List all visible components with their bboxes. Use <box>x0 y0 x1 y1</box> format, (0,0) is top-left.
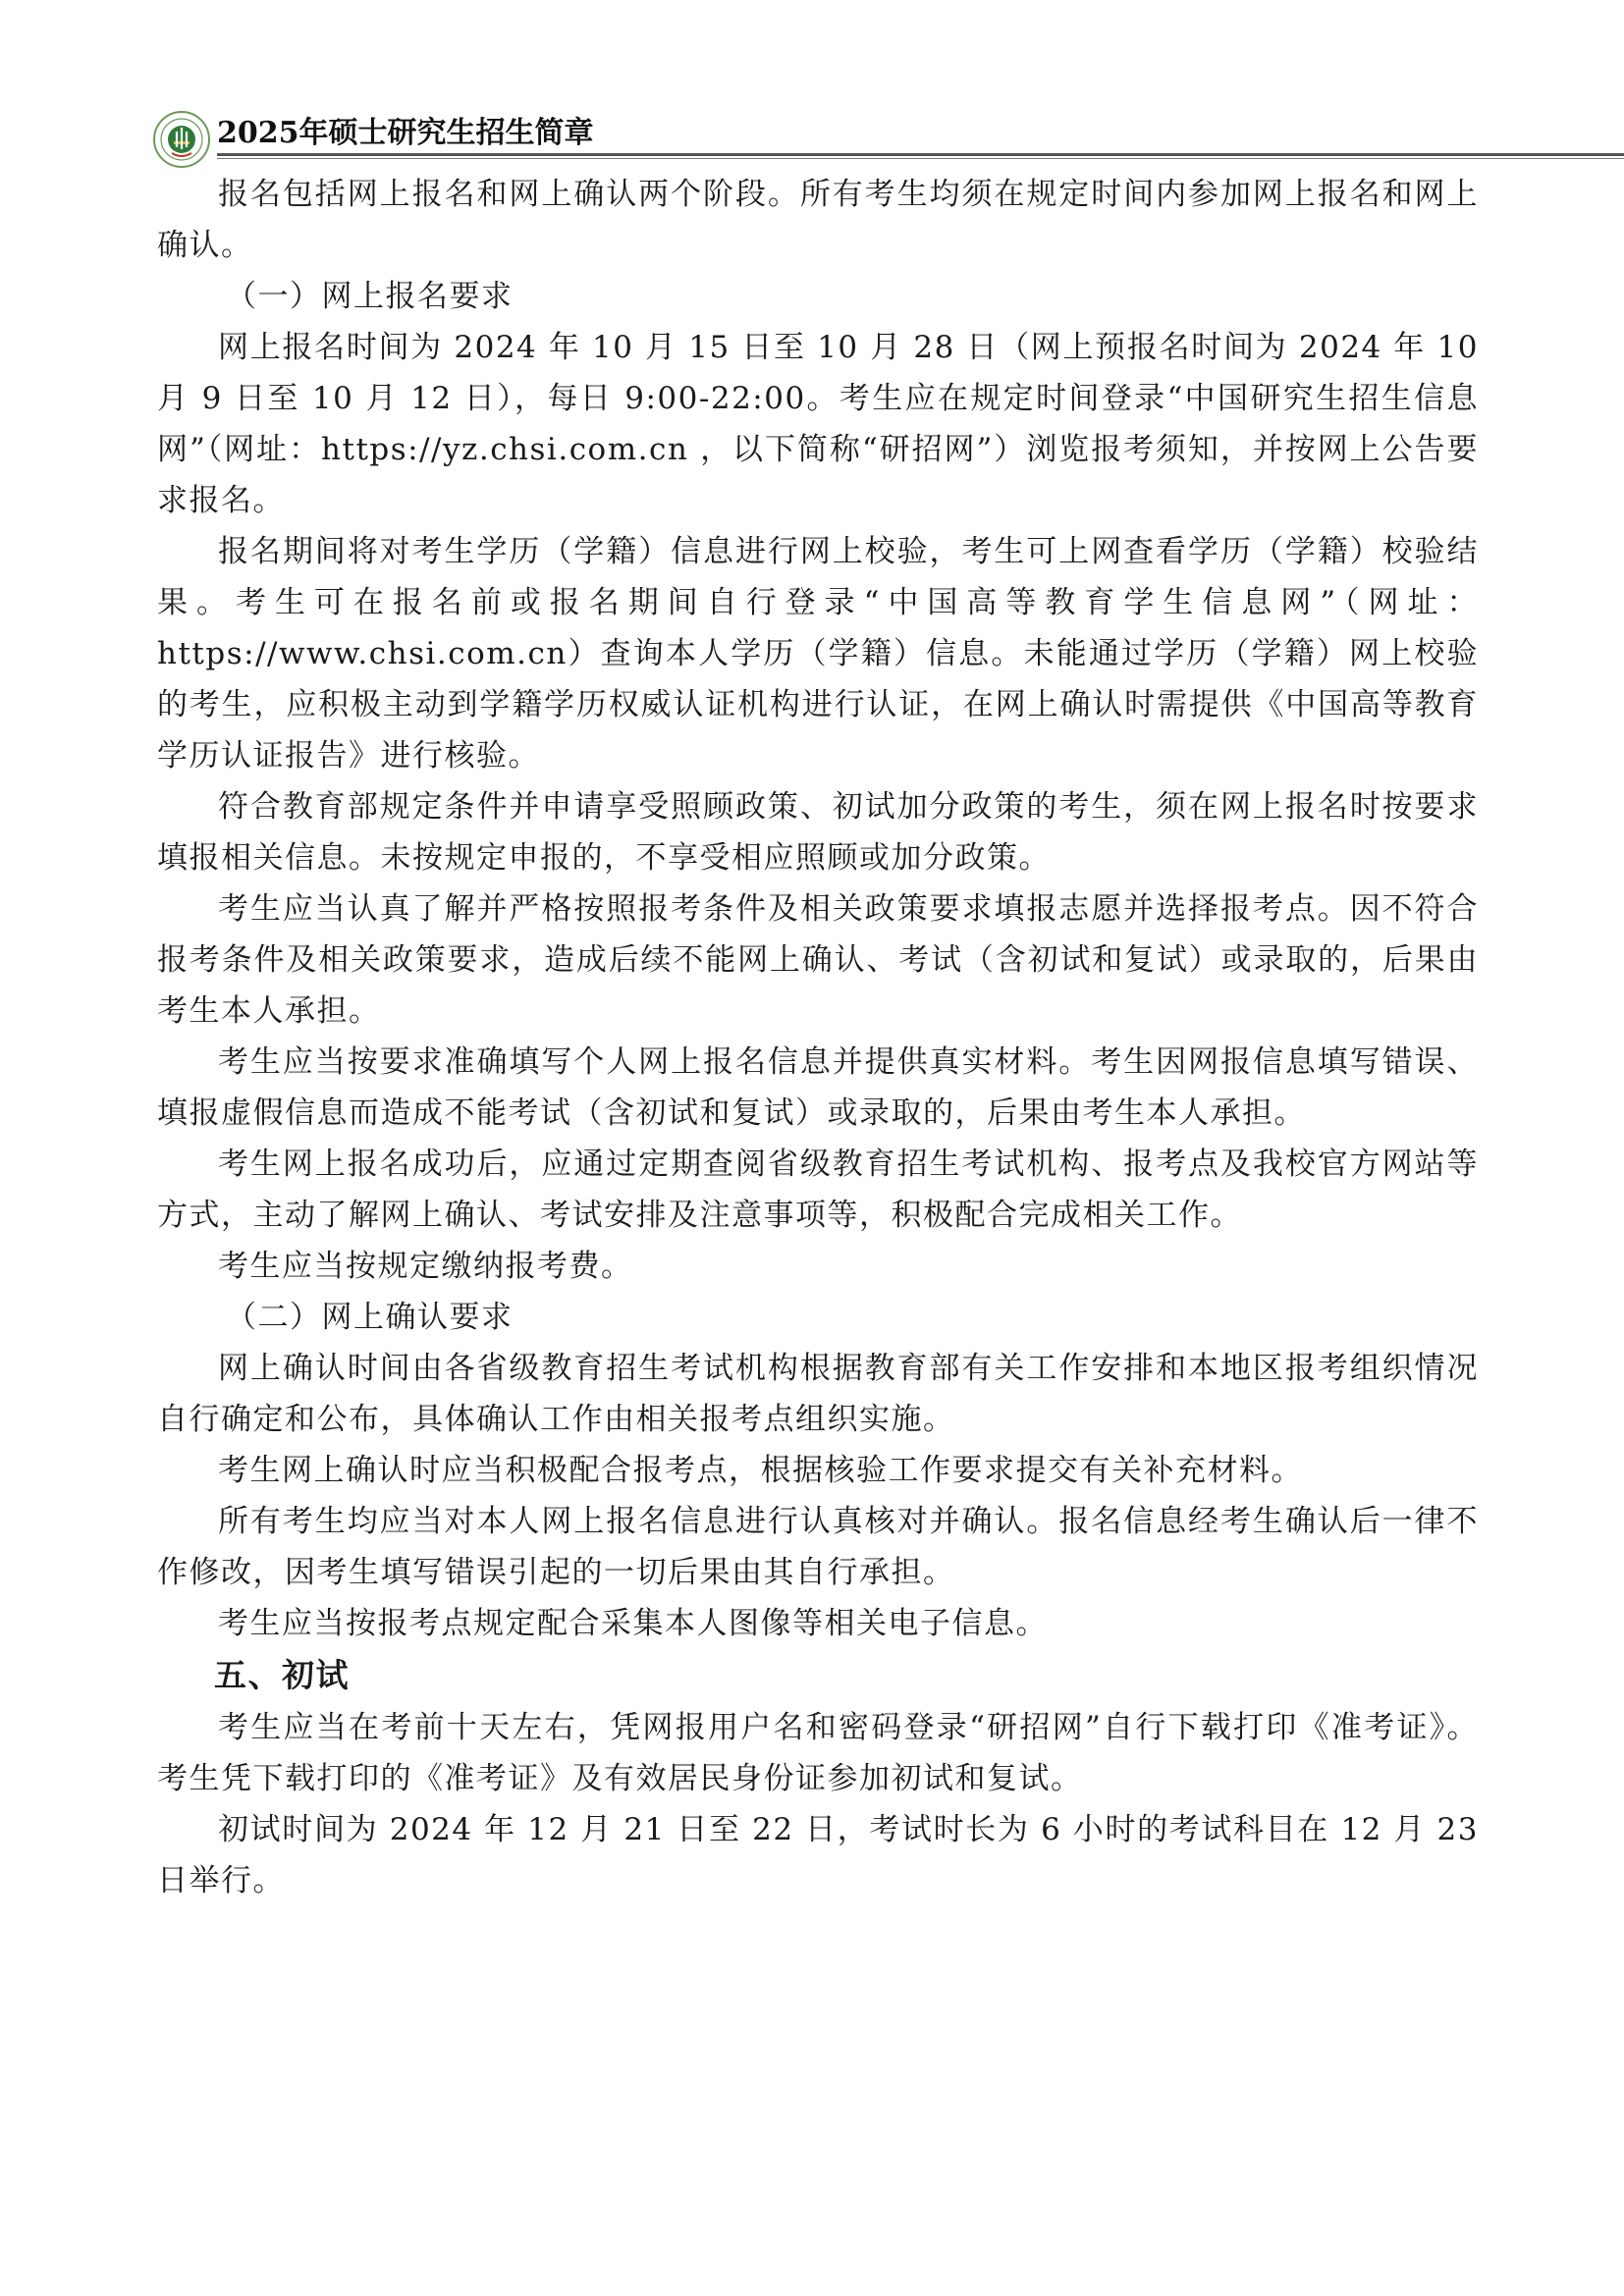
paragraph: 报名期间将对考生学历（学籍）信息进行网上校验，考生可上网查看学历（学籍）校验结果。考生可在报名前或报名期间自行登录“中国高等教育学生信息网”（网址：https://www.chsi.com.cn）查询本人学历（学籍）信息。未能通过学历（学籍）网上校验的考生，应积极主动到学籍学历权威认证机构进行认证，在网上确认时需提供《中国高等教育学历认证报告》进行核验。 <box>157 534 1479 774</box>
subsection-heading: （一）网上报名要求 <box>226 279 514 314</box>
paragraph: 所有考生均应当对本人网上报名信息进行认真核对并确认。报名信息经考生确认后一律不作修改，因考生填写错误引起的一切后果由其自行承担。 <box>157 1504 1479 1590</box>
paragraph: 网上报名时间为 2024 年 10 月 15 日至 10 月 28 日（网上预报名时间为 2024 年 10 月 9 日至 10 月 12 日），每日 9:00-22:00。考生应在规定时间登录“中国研究生招生信息网”（网址：https://yz.chsi.com.cn ，以下简称“研招网”）浏览报考须知，并按网上公告要求报名。 <box>157 330 1479 518</box>
university-seal-icon <box>152 110 211 169</box>
paragraph: 考生应当按规定缴纳报考费。 <box>218 1249 633 1284</box>
paragraph: 考生应当认真了解并严格按照报考条件及相关政策要求填报志愿并选择报考点。因不符合报考条件及相关政策要求，造成后续不能网上确认、考试（含初试和复试）或录取的，后果由考生本人承担。 <box>157 891 1479 1029</box>
document-header-title: 2025年硕士研究生招生简章 <box>217 116 594 150</box>
paragraph: 考生应当在考前十天左右，凭网报用户名和密码登录“研招网”自行下载打印《准考证》。考生凭下载打印的《准考证》及有效居民身份证参加初试和复试。 <box>157 1710 1479 1796</box>
paragraph: 网上确认时间由各省级教育招生考试机构根据教育部有关工作安排和本地区报考组织情况自行确定和公布，具体确认工作由相关报考点组织实施。 <box>157 1351 1479 1437</box>
header-rule <box>217 153 1624 156</box>
section-heading: 五、初试 <box>214 1656 350 1694</box>
paragraph: 符合教育部规定条件并申请享受照顾政策、初试加分政策的考生，须在网上报名时按要求填报相关信息。未按规定申报的，不享受相应照顾或加分政策。 <box>157 789 1479 876</box>
paragraph: 考生网上确认时应当积极配合报考点，根据核验工作要求提交有关补充材料。 <box>218 1453 1303 1488</box>
paragraph: 报名包括网上报名和网上确认两个阶段。所有考生均须在规定时间内参加网上报名和网上确认。 <box>157 177 1479 263</box>
paragraph: 考生网上报名成功后，应通过定期查阅省级教育招生考试机构、报考点及我校官方网站等方式，主动了解网上确认、考试安排及注意事项等，积极配合完成相关工作。 <box>157 1147 1479 1233</box>
subsection-heading: （二）网上确认要求 <box>226 1300 514 1335</box>
paragraph: 考生应当按报考点规定配合采集本人图像等相关电子信息。 <box>218 1606 1048 1641</box>
page-header <box>152 110 1478 153</box>
paragraph: 初试时间为 2024 年 12 月 21 日至 22 日，考试时长为 6 小时的考试科目在 12 月 23 日举行。 <box>157 1812 1479 1898</box>
header-rule-thin <box>217 158 1624 159</box>
document-body <box>157 169 1479 1906</box>
paragraph: 考生应当按要求准确填写个人网上报名信息并提供真实材料。考生因网报信息填写错误、填报虚假信息而造成不能考试（含初试和复试）或录取的，后果由考生本人承担。 <box>157 1044 1479 1131</box>
